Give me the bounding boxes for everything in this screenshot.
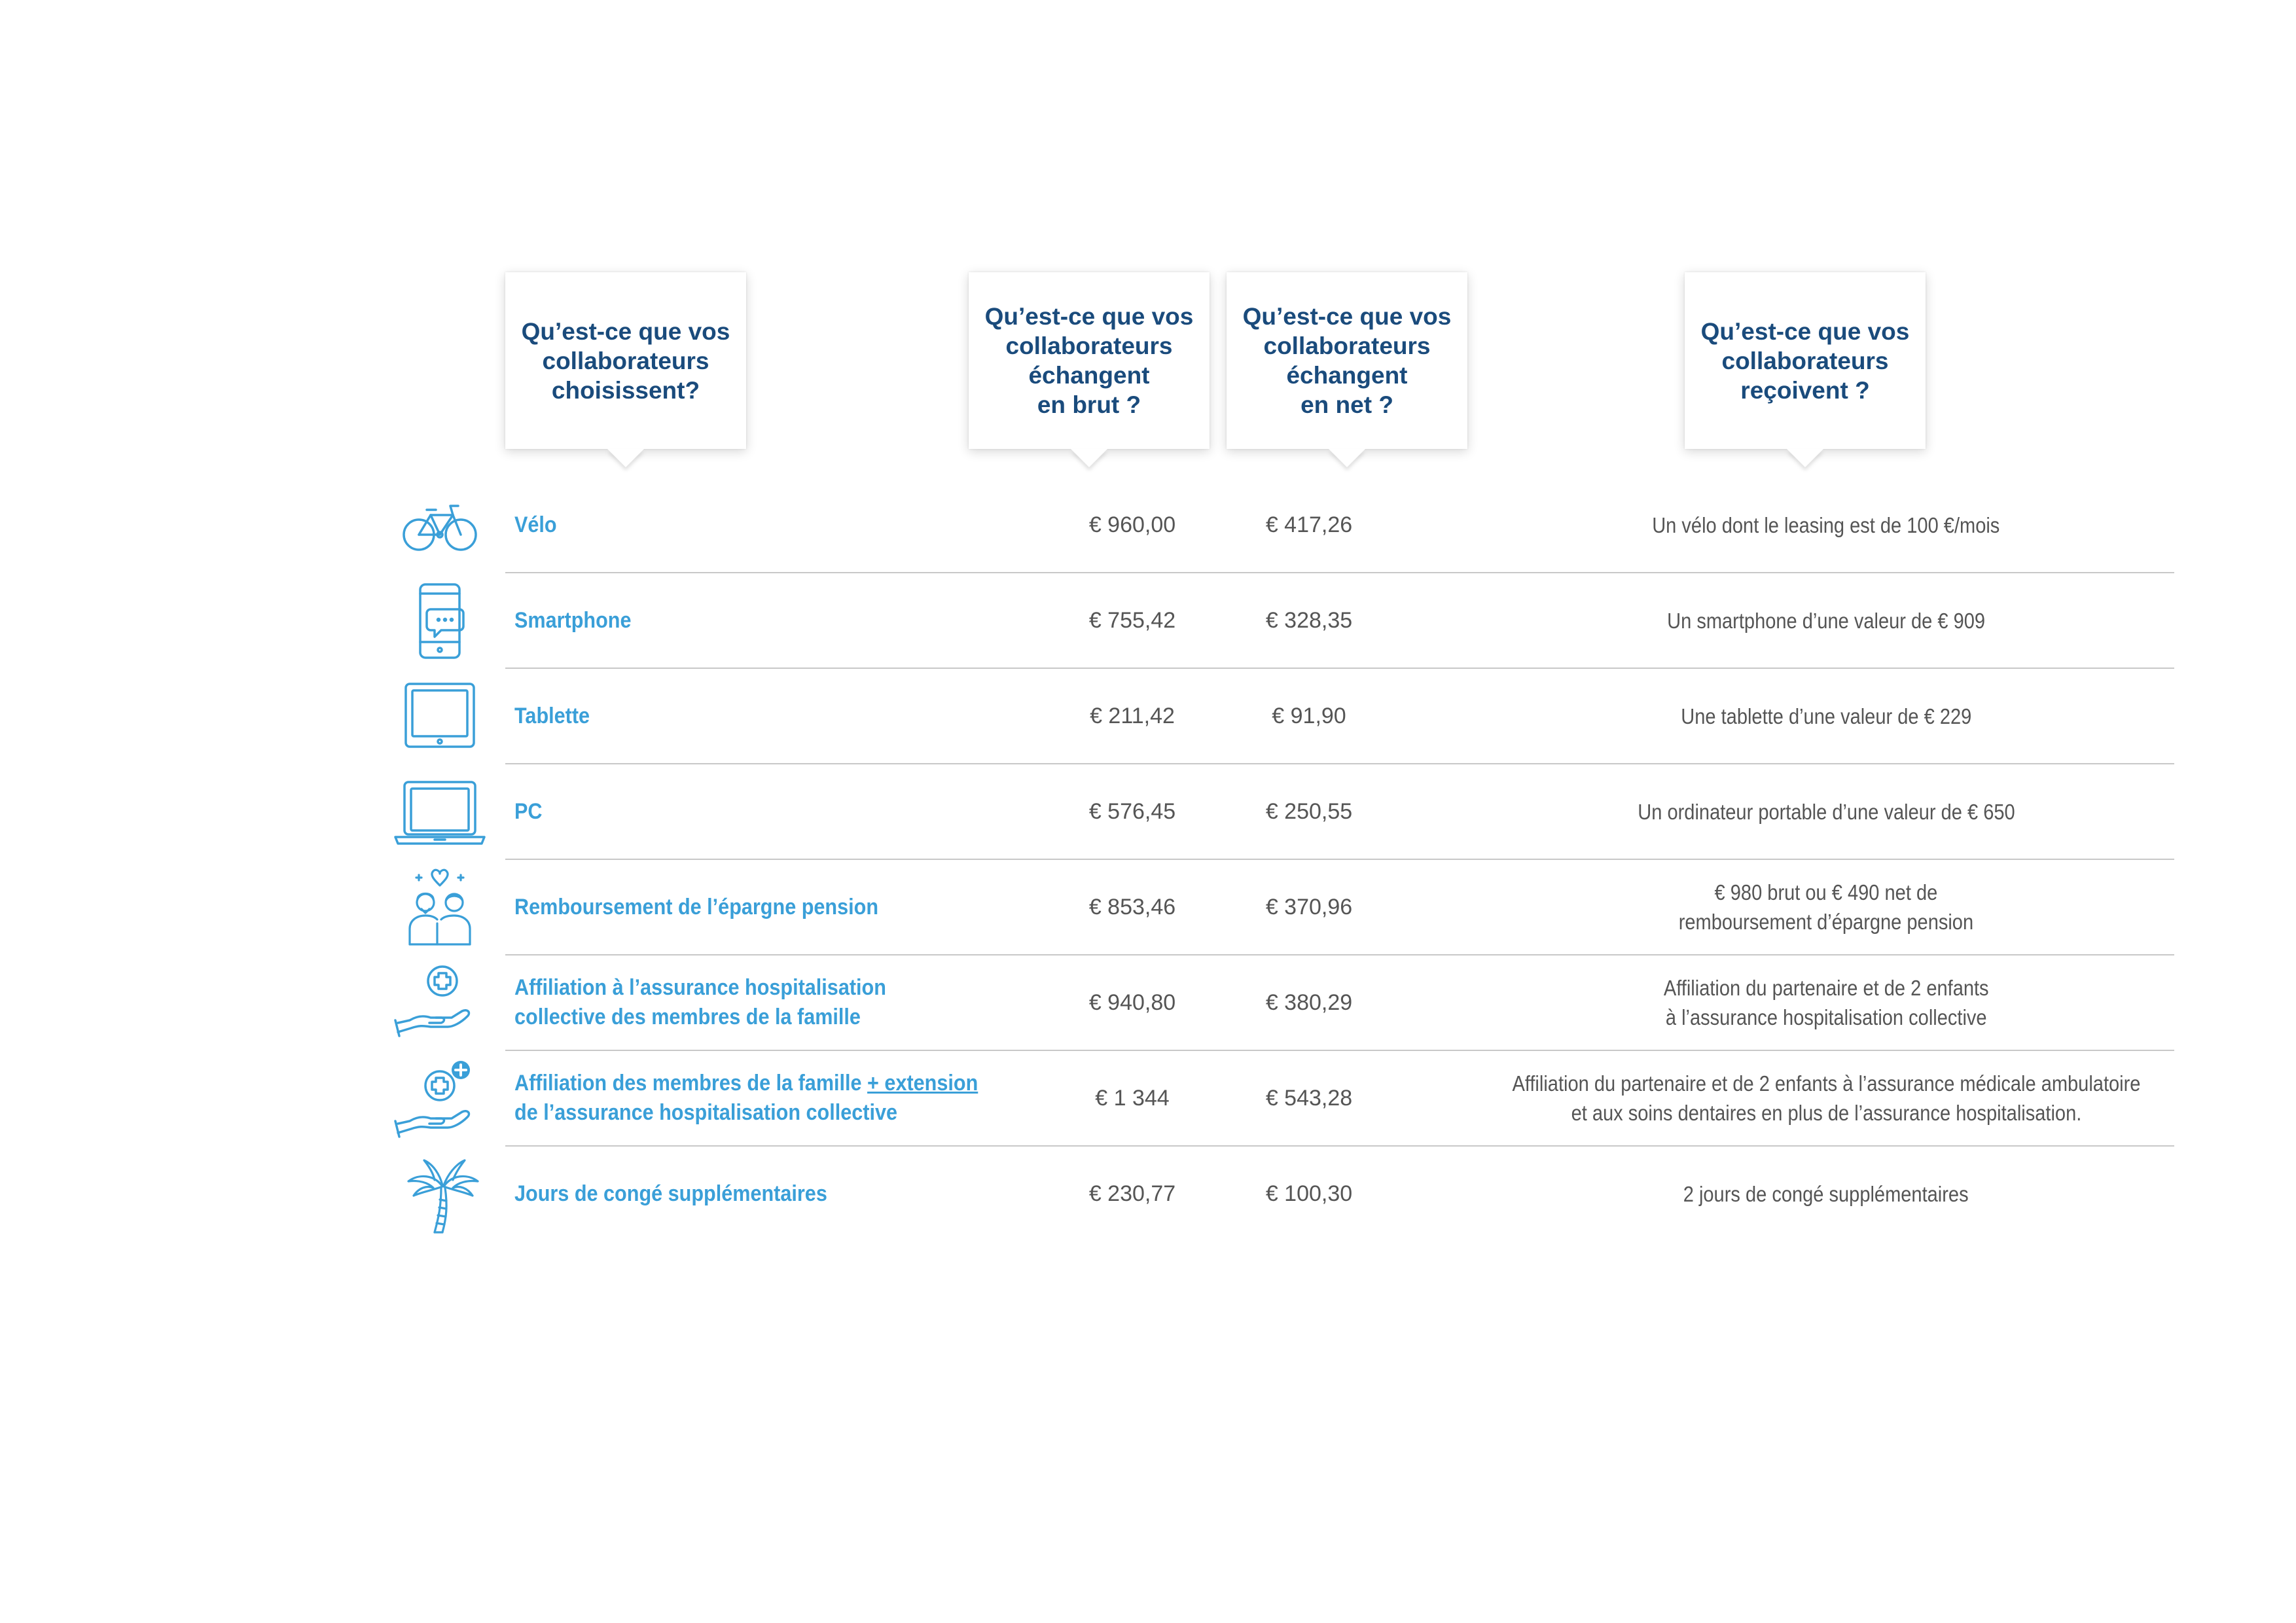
gross-value: € 230,77 [1088,1181,1176,1206]
benefit-name [514,955,986,1050]
receive-description [1466,860,2186,954]
receive-line1: Affiliation du partenaire et de 2 enfants [1663,976,1989,1000]
receive-line1: Affiliation du partenaire et de 2 enfants à l’assurance médicale ambulatoire [1512,1071,2140,1096]
receive-description [1466,669,2186,763]
header-net-callout [1227,272,1467,449]
benefit-name-line1: Jours de congé supplémentaires [514,1181,827,1206]
benefit-name [514,573,986,668]
net-value: € 250,55 [1265,798,1353,824]
benefit-name [514,478,986,572]
tablet-icon [393,677,487,756]
benefit-name-line1: Smartphone [514,607,632,633]
benefit-name [514,764,986,859]
benefit-name-line1: PC [514,798,543,824]
benefit-name-line2: collective des membres de la famille [514,1005,861,1029]
net-value: € 543,28 [1265,1085,1353,1111]
hand-medical-cross-icon [393,964,487,1043]
gross-value: € 576,45 [1088,798,1176,824]
extension-link[interactable]: + extension [867,1071,978,1096]
gross-value: € 755,42 [1088,607,1176,633]
header-receive-callout [1685,272,1926,449]
header-gross-text: Qu’est-ce que vos collaborateurs échangent en brut ? [984,303,1194,418]
benefit-name-line1: Tablette [514,703,590,728]
net-value: € 100,30 [1265,1181,1353,1206]
header-receive-text: Qu’est-ce que vos collaborateurs reçoivent ? [1700,317,1910,404]
gross-value: € 940,80 [1088,990,1176,1015]
table-row [0,955,2296,1051]
table-row [0,573,2296,669]
net-value: € 328,35 [1265,607,1353,633]
net-value: € 417,26 [1265,512,1353,537]
gross-value: € 853,46 [1088,894,1176,919]
palm-tree-icon [393,1155,487,1234]
receive-description [1466,1051,2186,1145]
header-choose-callout [505,272,746,449]
gross-value: € 211,42 [1090,703,1175,728]
table-row [0,764,2296,860]
benefit-name-line1: Affiliation des membres de la famille [514,1071,868,1096]
elderly-couple-heart-icon [393,868,487,947]
receive-line1: Une tablette d’une valeur de € 229 [1680,704,1971,728]
hand-medical-cross-plus-icon [393,1060,487,1138]
receive-description [1466,478,2186,572]
receive-description [1466,573,2186,668]
benefit-name [514,1051,986,1145]
net-value: € 380,29 [1265,990,1353,1015]
table-row [0,860,2296,955]
header-gross-callout [969,272,1210,449]
table-row [0,1147,2296,1242]
net-value: € 91,90 [1272,703,1346,728]
receive-line2: remboursement d’épargne pension [1678,910,1974,934]
header-choose-text: Qu’est-ce que vos collaborateurs choisissent? [521,317,730,404]
receive-description [1466,764,2186,859]
receive-line2: à l’assurance hospitalisation collective [1665,1005,1987,1029]
receive-description [1466,955,2186,1050]
smartphone-icon [393,582,487,660]
benefit-name [514,1147,986,1241]
table-row [0,669,2296,764]
net-value: € 370,96 [1265,894,1353,919]
benefit-name-line1: Affiliation à l’assurance hospitalisation [514,975,886,1000]
bicycle-icon [393,486,487,565]
receive-line2: et aux soins dentaires en plus de l’assurance hospitalisation. [1571,1101,2081,1125]
table-row [0,478,2296,573]
header-net-text: Qu’est-ce que vos collaborateurs échangent en net ? [1242,303,1452,418]
benefit-name-line1: Remboursement de l’épargne pension [514,894,879,919]
receive-line1: Un ordinateur portable d’une valeur de € 650 [1637,799,2015,824]
receive-line1: 2 jours de congé supplémentaires [1683,1181,1969,1206]
benefit-name [514,669,986,763]
receive-description [1466,1147,2186,1241]
benefit-name-line2: de l’assurance hospitalisation collective [514,1100,898,1125]
receive-line1: € 980 brut ou € 490 net de [1714,880,1938,904]
receive-line1: Un vélo dont le leasing est de 100 €/mois [1652,512,2000,537]
laptop-icon [393,773,487,851]
gross-value: € 960,00 [1088,512,1176,537]
receive-line1: Un smartphone d’une valeur de € 909 [1667,608,1985,633]
gross-value: € 1 344 [1095,1085,1170,1111]
table-row [0,1051,2296,1147]
benefit-name-line1: Vélo [514,512,557,537]
benefit-name [514,860,986,954]
